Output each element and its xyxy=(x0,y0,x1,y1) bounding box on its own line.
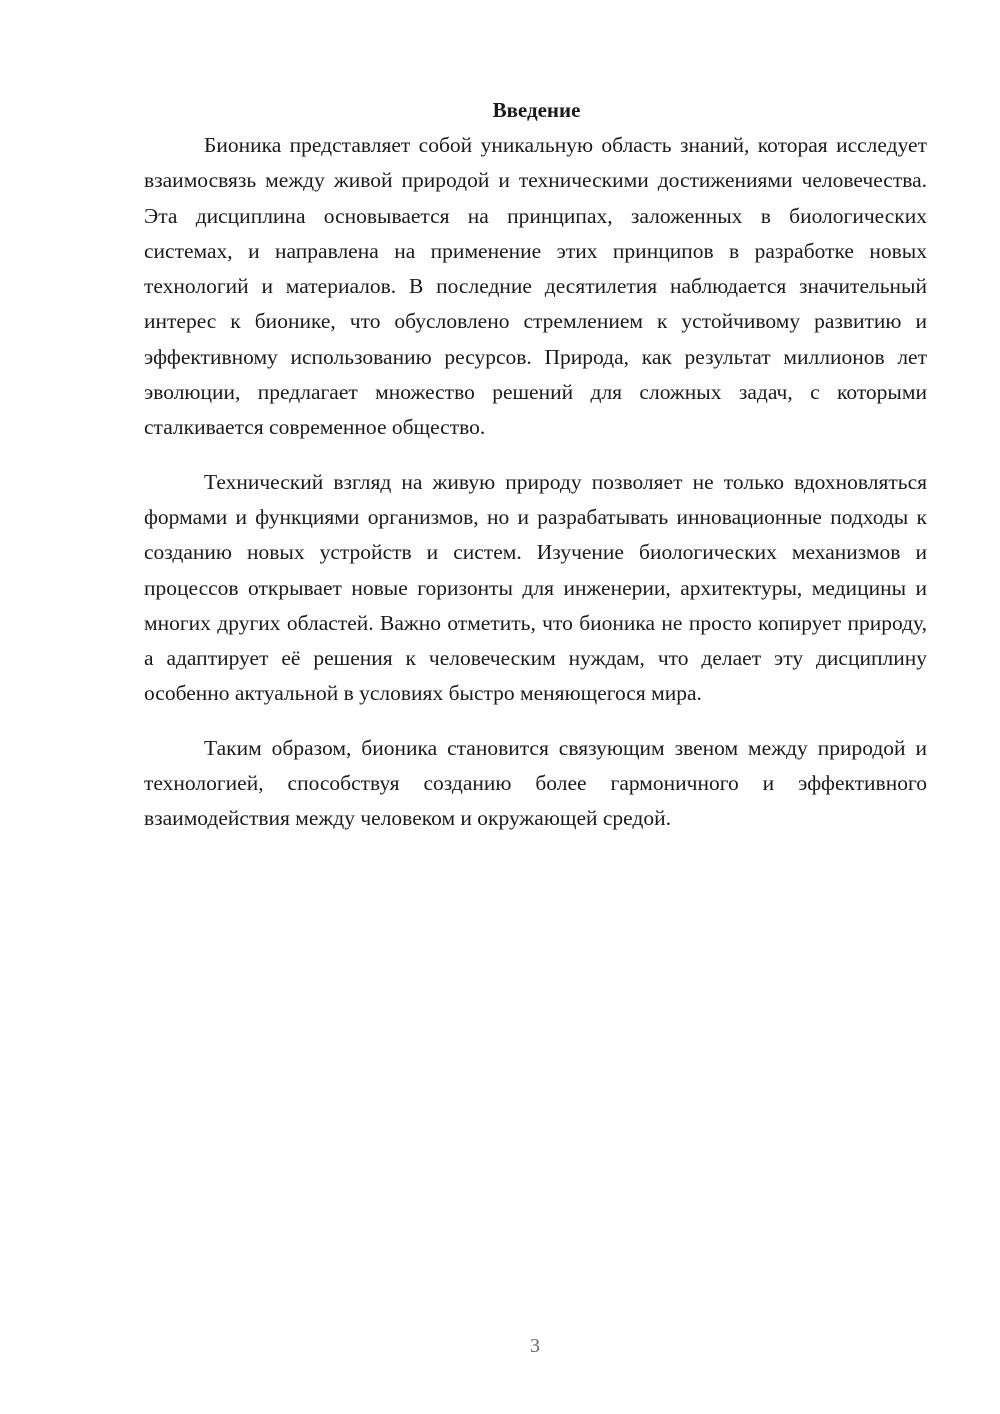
paragraph-2: Технический взгляд на живую природу позволяет не только вдохновляться формами и функциями организмов, но и разрабатывать инновационные подходы к созданию новых устройств и систем. Изучение биологических механизмов и процессов открывает новые горизонты для инженерии, архитектуры, медицины и многих других областей. Важно отметить, что бионика не просто копирует природу, а адаптирует её решения к человеческим нуждам, что делает эту дисциплину особенно актуальной в условиях быстро меняющегося мира. xyxy=(144,469,927,706)
paragraph-1: Бионика представляет собой уникальную область знаний, которая исследует взаимосвязь между живой природой и техническими достижениями человечества. Эта дисциплина основывается на принципах, заложенных в биологических системах, и направлена на применение этих принципов в разработке новых технологий и материалов. В последние десятилетия наблюдается значительный интерес к бионике, что обусловлено стремлением к устойчивому развитию и эффективному использованию ресурсов. Природа, как результат миллионов лет эволюции, предлагает множество решений для сложных задач, с которыми сталкивается современное общество. xyxy=(144,133,927,440)
page-content xyxy=(144,93,927,856)
page-number: 3 xyxy=(530,1335,540,1357)
paragraph-3: Таким образом, бионика становится связующим звеном между природой и технологией, способствуя созданию более гармоничного и эффективного взаимодействия между человеком и окружающей средой. xyxy=(144,735,927,831)
section-heading: Введение xyxy=(492,98,581,122)
